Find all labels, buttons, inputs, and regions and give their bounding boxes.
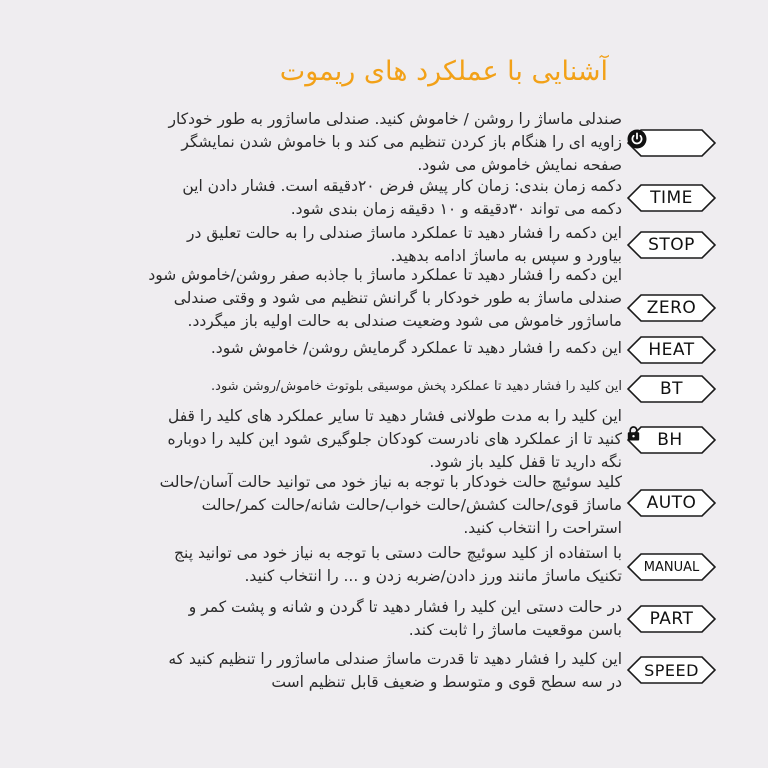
speed-button[interactable]: [627, 656, 716, 684]
bh-button-label: BH: [657, 430, 683, 450]
description-auto: کلید سوئیچ حالت خودکار با توجه به نیاز خود می توانید حالت آسان/حالت ماساژ قوی/حالت کشش/حالت خواب/حالت شانه/حالت کمر/حالت استراحت را انتخاب کنید.: [159, 473, 622, 537]
description-part: در حالت دستی این کلید را فشار دهید تا گردن و شانه و پشت کمر و باسن موقعیت ماساژ را ثابت کند.: [188, 598, 622, 639]
power-button[interactable]: [627, 129, 716, 157]
bt-button-label: BT: [659, 379, 684, 399]
part-button-label: PART: [649, 609, 694, 629]
time-button[interactable]: [627, 184, 716, 212]
description-bt: این کلید را فشار دهید تا عملکرد پخش موسیقی بلوتوث خاموش/روشن شود.: [211, 379, 622, 394]
description-stop: این دکمه را فشار دهید تا عملکرد ماساژ صندلی را به حالت تعلیق در بیاورد و سپس به ماساژ ادامه بدهید.: [187, 224, 622, 265]
power-icon: [627, 129, 716, 157]
description-zero: این دکمه را فشار دهید تا عملکرد ماساژ با جاذبه صفر روشن/خاموش شود صندلی ماساژ به طور خودکار با گرانش تنظیم می شود و وقتی صندلی ماساژور خاموش می شود وضعیت صندلی به حالت اولیه باز میگردد.: [148, 266, 622, 330]
speed-button-label: SPEED: [644, 660, 699, 680]
child-lock-button[interactable]: [627, 426, 716, 454]
stop-button-label: STOP: [648, 235, 695, 255]
description-bh: این کلید را به مدت طولانی فشار دهید تا سایر عملکرد های کلید را قفل کنید تا از عملکرد های نادرست کودکان جلوگیری شود این کلید را دوباره نگه دارید تا قفل کلید باز شود.: [167, 407, 622, 471]
description-time: دکمه زمان بندی: زمان کار پیش فرض ۲۰دقیقه است. فشار دادن این دکمه می تواند ۳۰دقیقه و ۱۰ دقیقه زمان بندی شود.: [182, 177, 622, 218]
zero-button-label: ZERO: [646, 298, 697, 318]
manual-button[interactable]: [627, 553, 716, 581]
description-power: صندلی ماساژ را روشن / خاموش کنید. صندلی ماساژور به طور خودکار زاویه ای را هنگام باز کردن تنظیم می کند و با خاموش شدن نمایشگر صفحه نمایش خاموش می شود.: [168, 110, 622, 174]
page-title: آشنایی با عملکرد های ریموت: [279, 56, 608, 87]
heat-button-label: HEAT: [648, 340, 695, 360]
part-button[interactable]: [627, 605, 716, 633]
description-heat: این دکمه را فشار دهید تا عملکرد گرمایش روشن/ خاموش شود.: [210, 339, 622, 357]
time-button-label: TIME: [650, 188, 693, 208]
auto-button[interactable]: [627, 489, 716, 517]
auto-button-label: AUTO: [646, 493, 697, 513]
manual-button-label: MANUAL: [643, 559, 700, 575]
bt-button[interactable]: [627, 375, 716, 403]
heat-button[interactable]: [627, 336, 716, 364]
zero-button[interactable]: [627, 294, 716, 322]
description-manual: با استفاده از کلید سوئیچ حالت دستی با توجه به نیاز خود می توانید پنج تکنیک ماساژ مانند ورز دادن/ضربه زدن و ... را انتخاب کنید.: [174, 544, 622, 585]
description-speed: این کلید را فشار دهید تا قدرت ماساژ صندلی ماساژور را تنظیم کنید که در سه سطح قوی و متوسط و ضعیف قابل تنظیم است: [168, 650, 622, 691]
stop-button[interactable]: [627, 231, 716, 259]
